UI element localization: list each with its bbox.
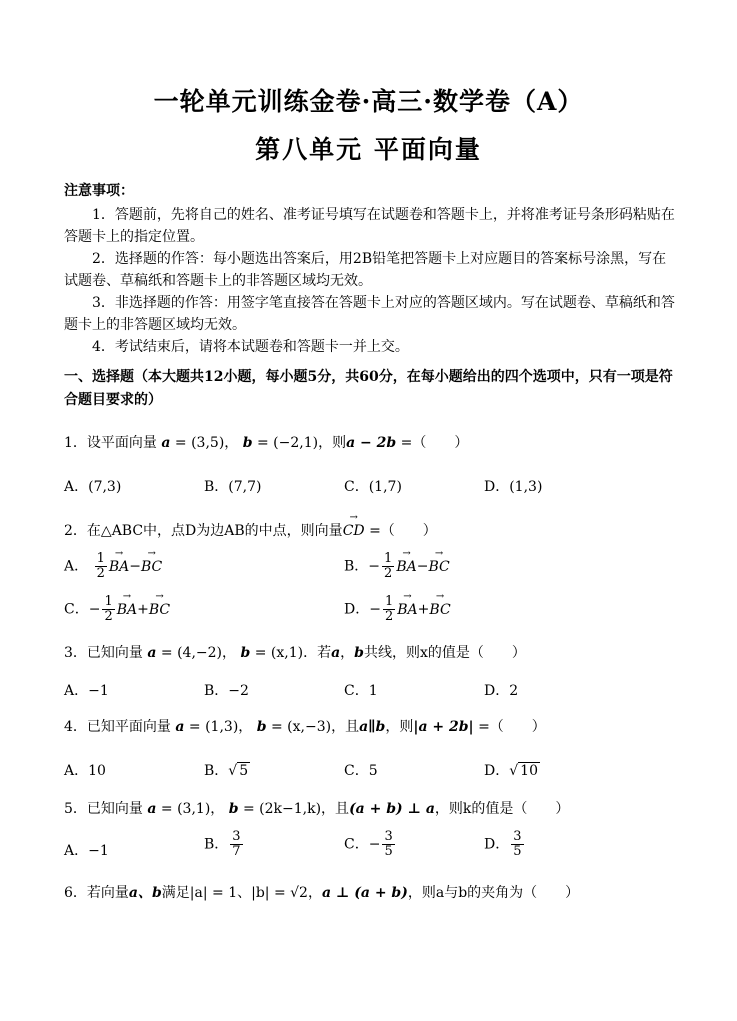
q5-option-d	[484, 830, 526, 859]
q4-vec-b: b	[256, 719, 267, 735]
q4-expr: |a + 2b|	[413, 719, 474, 735]
q3-vec-b: b	[240, 645, 251, 661]
q2-number: 2．	[64, 523, 87, 539]
q4-option-c: C．5	[344, 763, 378, 779]
q4-d-label: D．	[484, 763, 510, 779]
q1-option-d: D．(1,3)	[484, 479, 543, 495]
q2-a-label: A．	[64, 558, 89, 575]
q2-b-op: −	[416, 558, 429, 575]
q5-b-eq: = (2k−1,k)，且	[242, 801, 350, 817]
q2-d-half-num: 1	[384, 594, 394, 609]
q5-tail: ，则k的值是（ ）	[434, 801, 570, 817]
q5-c-frac	[382, 830, 394, 859]
q2-a-half-num: 1	[96, 551, 105, 566]
q2-d-sign: −	[369, 601, 381, 618]
q1-option-c: C．(1,7)	[344, 479, 402, 495]
q2-b-half	[382, 552, 394, 581]
q6-cond: 满足|a| = 1、|b| = √2，	[161, 885, 322, 901]
question-2	[64, 520, 437, 540]
q3-vec-a2: a	[331, 645, 341, 661]
q3-tail: 共线，则x的值是（ ）	[363, 645, 526, 661]
q2-d-op: +	[417, 601, 430, 618]
q1-expr: a − 2b	[346, 435, 397, 451]
q2-vec-cd: → CD	[343, 523, 365, 539]
q3-vec-b2: b	[354, 645, 364, 661]
q3-option-d: D．2	[484, 683, 519, 699]
q2-c-ba: → BA	[117, 602, 137, 618]
q5-a-eq: = (3,1)，	[160, 801, 225, 817]
question-6	[64, 882, 579, 902]
q4-vec-a: a	[175, 719, 185, 735]
q6-perp: a ⊥ (a + b)	[321, 885, 408, 901]
q3-option-a: A．−1	[64, 683, 109, 699]
q1-option-a: A．(7,3)	[64, 479, 122, 495]
note-1: 1．答题前，先将自己的姓名、准考证号填写在试题卷和答题卡上，并将准考证号条形码粘贴在答题卡上的指定位置。	[64, 207, 675, 245]
question-1	[64, 432, 468, 452]
q1-vec-a: a	[161, 435, 171, 451]
q5-perp: (a + b) ⊥ a	[349, 801, 435, 817]
q4-d-root: 10	[520, 763, 538, 779]
q4-option-a: A．10	[64, 763, 106, 779]
q4-option-b	[204, 760, 250, 780]
q1-a-eq: = (3,5)，	[174, 435, 239, 451]
q2-a-op: −	[129, 558, 141, 575]
q1-option-b: B．(7,7)	[204, 479, 262, 495]
q2-c-half	[102, 595, 114, 624]
q3-mid: ，	[340, 645, 355, 661]
q5-number: 5．	[64, 801, 87, 817]
q1-vec-b: b	[242, 435, 253, 451]
q2-b-half-num: 1	[384, 551, 393, 566]
q5-option-a: A．−1	[64, 843, 109, 859]
q1-number: 1．	[64, 435, 87, 451]
q2-c-sign: −	[88, 601, 101, 618]
q2-b-half-den: 2	[384, 566, 393, 581]
q5-b-frac	[230, 830, 242, 859]
q2-option-d	[344, 595, 451, 624]
unit-title: 第八单元 平面向量	[255, 135, 482, 164]
q5-d-frac	[511, 830, 523, 859]
note-4: 4．考试结束后，请将本试题卷和答题卡一并上交。	[92, 339, 409, 355]
q4-tail: =（ ）	[473, 719, 546, 735]
q5-c-den: 5	[384, 844, 393, 859]
q2-c-label: C．	[64, 601, 89, 618]
q1-tail: =（ ）	[396, 435, 469, 451]
q1-b-eq: = (−2,1)，则	[256, 435, 347, 451]
question-5	[64, 798, 569, 818]
q2-a-ba: → BA	[109, 559, 129, 575]
q6-ab: a、b	[128, 885, 162, 901]
q5-b-num: 3	[232, 829, 241, 844]
q3-b-eq: = (x,1)．若	[254, 645, 332, 661]
notes-heading: 注意事项：	[64, 183, 134, 199]
q6-tail: ，则a与b的夹角为（ ）	[407, 885, 580, 901]
q5-text: 已知向量	[86, 801, 143, 817]
q2-a-half-den: 2	[96, 566, 105, 581]
q2-b-ba: → BA	[396, 559, 416, 575]
q2-text: 在△ABC中，点D为边AB的中点，则向量	[86, 523, 343, 539]
q4-parallel: a∥b	[359, 719, 386, 735]
q5-vec-b: b	[228, 801, 239, 817]
q2-option-b	[344, 552, 450, 581]
q2-d-half-den: 2	[384, 609, 394, 624]
q5-d-label: D．	[484, 836, 510, 853]
q5-option-b	[204, 830, 245, 859]
q2-b-bc: → BC	[428, 559, 449, 575]
q2-c-half-num: 1	[104, 594, 113, 609]
question-3	[64, 642, 526, 662]
note-2: 2．选择题的作答：每小题选出答案后，用2B铅笔把答题卡上对应题目的答案标号涂黑，写在试题卷、草稿纸和答题卡上的非答题区域均无效。	[64, 251, 667, 289]
q3-option-c: C．1	[344, 683, 378, 699]
q2-option-c	[64, 595, 170, 624]
q5-option-c	[344, 830, 397, 859]
q2-b-sign: −	[368, 558, 381, 575]
q4-b-root-sign: √	[228, 763, 238, 779]
q4-d-root-sign: √	[509, 763, 519, 779]
q1-text: 设平面向量	[86, 435, 157, 451]
q2-d-half	[383, 595, 395, 624]
q2-a-bc: → BC	[141, 559, 162, 575]
q2-option-a	[64, 552, 162, 581]
q2-c-half-den: 2	[104, 609, 113, 624]
q3-option-b: B．−2	[204, 683, 249, 699]
q5-c-num: 3	[384, 829, 393, 844]
q2-d-ba: → BA	[397, 602, 417, 618]
q2-c-bc: → BC	[149, 602, 170, 618]
q4-a-eq: = (1,3)，	[188, 719, 253, 735]
exam-title: 一轮单元训练金卷·高三·数学卷（A）	[153, 87, 584, 116]
q2-c-op: +	[137, 601, 149, 618]
q5-c-label: C．−	[344, 836, 381, 853]
q5-vec-a: a	[147, 801, 157, 817]
q3-vec-a: a	[147, 645, 157, 661]
q4-b-root: 5	[239, 763, 249, 779]
q4-b-eq: = (x,−3)，且	[270, 719, 360, 735]
q4-b-label: B．	[204, 763, 229, 779]
q4-then: ，则	[385, 719, 414, 735]
q2-tail: =（ ）	[364, 523, 437, 539]
q5-b-den: 7	[232, 844, 241, 859]
note-3: 3．非选择题的作答：用签字笔直接答在答题卡上对应的答题区域内。写在试题卷、草稿纸和答题卡上的非答题区域均无效。	[64, 295, 675, 333]
q5-d-den: 5	[513, 844, 522, 859]
q4-text: 已知平面向量	[86, 719, 171, 735]
question-4	[64, 716, 546, 736]
q4-option-d	[484, 760, 540, 780]
q2-d-label: D．	[344, 601, 370, 618]
q5-d-num: 3	[513, 829, 522, 844]
q4-number: 4．	[64, 719, 87, 735]
q3-text: 已知向量	[86, 645, 143, 661]
q6-text: 若向量	[86, 885, 129, 901]
q3-a-eq: = (4,−2)，	[160, 645, 237, 661]
q5-b-label: B．	[204, 836, 229, 853]
q2-a-half	[95, 552, 107, 581]
q6-number: 6．	[64, 885, 87, 901]
q3-number: 3．	[64, 645, 87, 661]
section-heading: 一、选择题（本大题共12小题，每小题5分，共60分，在每小题给出的四个选项中，只有一项是符合题目要求的）	[64, 369, 673, 408]
q2-d-bc: → BC	[429, 602, 450, 618]
q2-b-label: B．	[344, 558, 369, 575]
